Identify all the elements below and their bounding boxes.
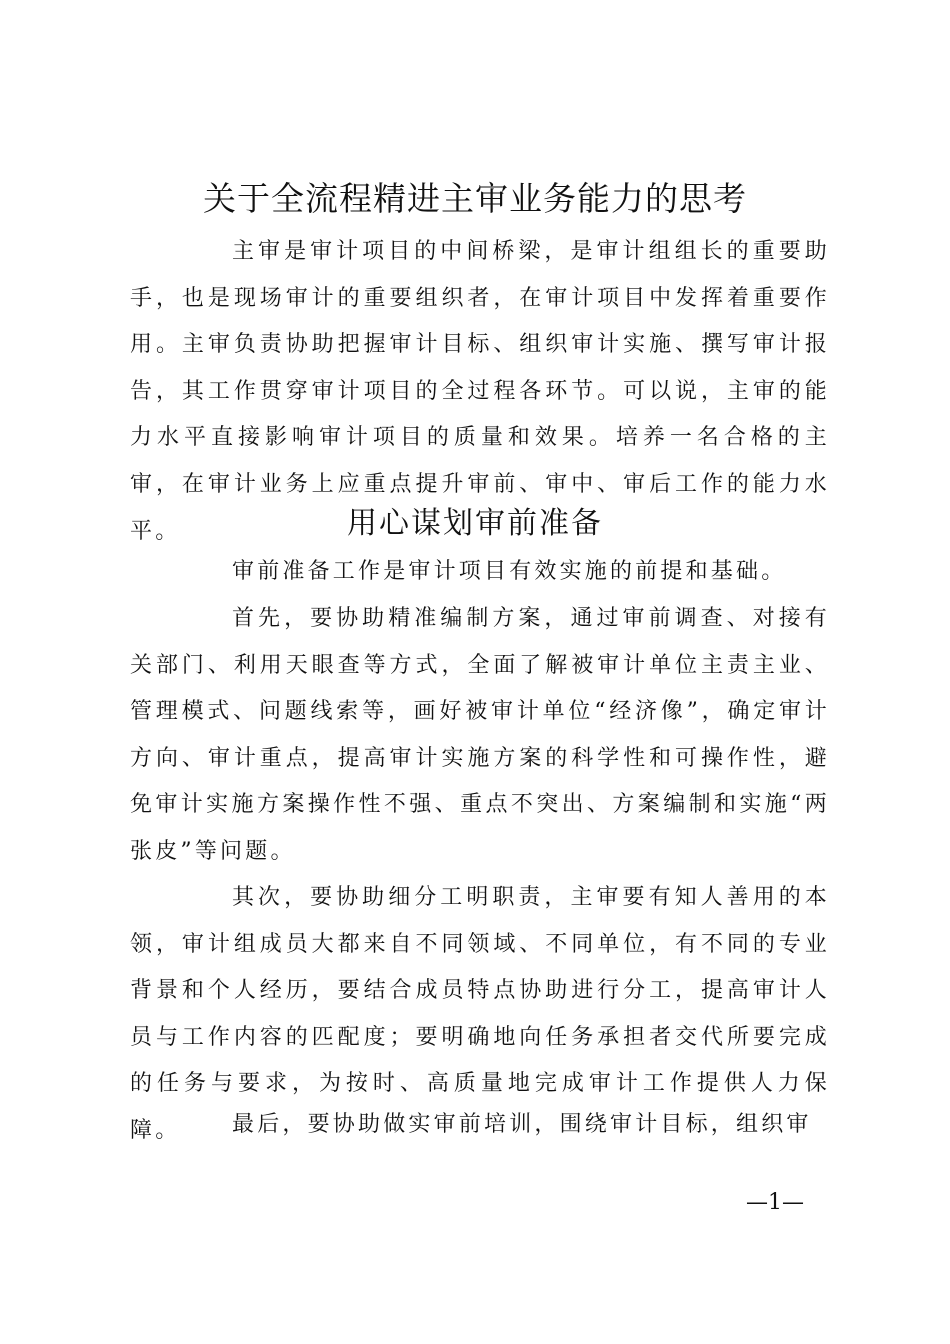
- intro-paragraph: 主审是审计项目的中间桥梁，是审计组组长的重要助手，也是现场审计的重要组织者，在审计项目中发挥着重要作用。主审负责协助把握审计目标、组织审计实施、撰写审计报告，其工作贯穿审计项目的全过程各环节。可以说，主审的能力水平直接影响审计项目的质量和效果。培养一名合格的主审，在审计业务上应重点提升审前、审中、审后工作的能力水平。: [130, 239, 830, 544]
- section-paragraph: 首先，要协助精准编制方案，通过审前调查、对接有关部门、利用天眼查等方式，全面了解被审计单位主责主业、管理模式、问题线索等，画好被审计单位“经济像”，确定审计方向、审计重点，提高审计实施方案的科学性和可操作性，避免审计实施方案操作性不强、重点不突出、方案编制和实施“两张皮”等问题。: [130, 606, 830, 864]
- section-heading: 用心谋划审前准备: [347, 506, 603, 541]
- page-number: —1—: [746, 1190, 804, 1215]
- document-title: 关于全流程精进主审业务能力的思考: [203, 179, 747, 218]
- section-paragraph: 其次，要协助细分工明职责，主审要有知人善用的本领，审计组成员大都来自不同领域、不同单位，有不同的专业背景和个人经历，要结合成员特点协助进行分工，提高审计人员与工作内容的匹配度；要明确地向任务承担者交代所要完成的任务与要求，为按时、高质量地完成审计工作提供人力保障。: [130, 885, 830, 1143]
- section-paragraph: 审前准备工作是审计项目有效实施的前提和基础。: [232, 559, 787, 584]
- section-paragraph: 最后，要协助做实审前培训，围绕审计目标，组织审: [232, 1112, 812, 1137]
